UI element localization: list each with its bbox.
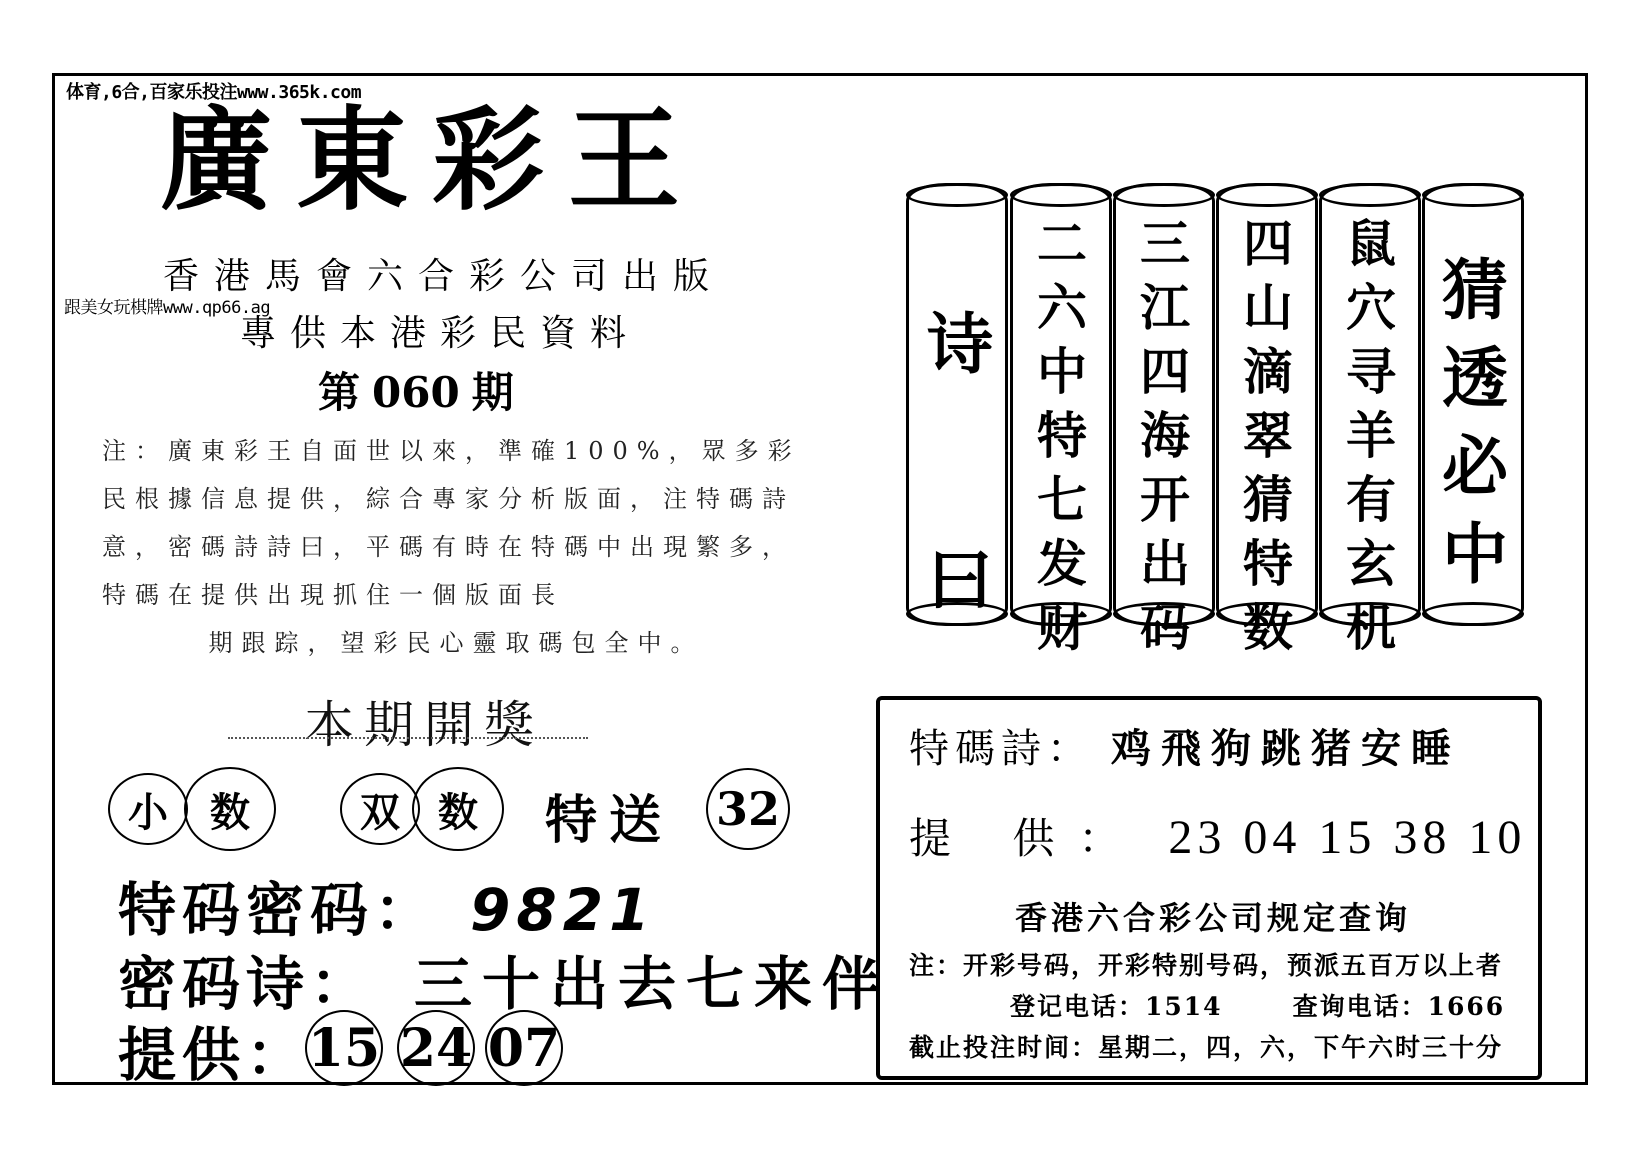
note-last-line: 期跟踪，望彩民心靈取碼包全中。	[208, 629, 704, 657]
scroll-line-3	[1216, 183, 1318, 657]
query-heading: 香港六合彩公司规定查询	[1015, 899, 1412, 937]
dotted-divider	[228, 737, 588, 739]
special-poem-value: 鸡飛狗跳猪安睡	[1111, 725, 1461, 772]
even-circle-1: 双	[340, 773, 420, 845]
secret-code-label: 特码密码：	[118, 876, 439, 944]
note-paragraph	[102, 427, 810, 667]
special-provide-numbers: 23 04 15 38 10	[1168, 811, 1527, 864]
special-provide-row	[909, 806, 1526, 866]
special-poem-row	[909, 717, 1461, 774]
scroll-text: 诗曰	[927, 305, 993, 619]
scroll-guess	[1422, 183, 1524, 626]
provide-label: 提供：	[118, 1021, 311, 1089]
issue-prefix: 第	[318, 368, 361, 417]
phone-line	[1010, 987, 1505, 1023]
secret-poem-label: 密码诗：	[118, 950, 375, 1018]
provide-number-2: 24	[397, 1010, 475, 1086]
deadline-line: 截止投注时间：星期二，四，六，下午六时三十分	[909, 1033, 1504, 1062]
secret-code-value: 9821	[470, 876, 656, 944]
ad-link-top[interactable]: 体育,6合,百家乐投注www.365k.com	[66, 82, 362, 103]
special-poem-label: 特碼詩：	[909, 726, 1093, 772]
registration-phone: 登记电话：1514	[1010, 992, 1223, 1021]
scroll-line-4	[1319, 183, 1421, 657]
draw-title: 本期開獎	[304, 696, 544, 754]
issue-number	[318, 360, 514, 420]
scroll-line-1	[1010, 183, 1112, 657]
special-send-label: 特送	[545, 790, 674, 851]
small-circle-2: 数	[184, 767, 276, 851]
box-note-line: 注：开彩号码，开彩特别号码，预派五百万以上者	[909, 951, 1504, 980]
issue-suffix: 期	[471, 368, 514, 417]
small-circle-1: 小	[108, 773, 188, 845]
note-body: 注：廣東彩王自面世以來，準確100%，眾多彩民根據信息提供，綜合專家分析版面，注特碼詩意，密碼詩詩曰，平碼有時在特碼中出現繁多，特碼在提供出現抓住一個版面長	[102, 437, 801, 609]
even-circle-2: 数	[412, 767, 504, 851]
ad-link-middle[interactable]: 跟美女玩棋牌www.qp66.ag	[64, 298, 271, 318]
secret-poem-value: 三十出去七来伴	[414, 950, 891, 1018]
query-phone: 查询电话：1666	[1292, 992, 1506, 1021]
issue-number-value: 060	[372, 368, 460, 417]
scroll-text: 二六中特七发财	[1037, 214, 1087, 657]
special-provide-label: 提 供：	[909, 814, 1145, 863]
provide-number-1: 15	[305, 1010, 383, 1086]
scroll-poem-title	[906, 183, 1008, 626]
provide-row	[118, 1008, 310, 1092]
publisher-line: 香港馬會六合彩公司出版	[163, 256, 725, 297]
scroll-text: 三江四海开出码	[1140, 214, 1190, 657]
scroll-text: 鼠穴寻羊有玄机	[1346, 214, 1396, 657]
provide-number-3: 07	[485, 1010, 563, 1086]
special-send-number: 32	[706, 768, 790, 850]
secret-code-row	[118, 863, 655, 947]
masthead-title: 廣東彩王	[160, 95, 704, 226]
scroll-line-2	[1113, 183, 1215, 657]
subtitle-line: 專供本港彩民資料	[240, 313, 641, 354]
scroll-text: 猜透必中	[1442, 251, 1508, 593]
scroll-text: 四山滴翠猜特数	[1243, 214, 1293, 657]
